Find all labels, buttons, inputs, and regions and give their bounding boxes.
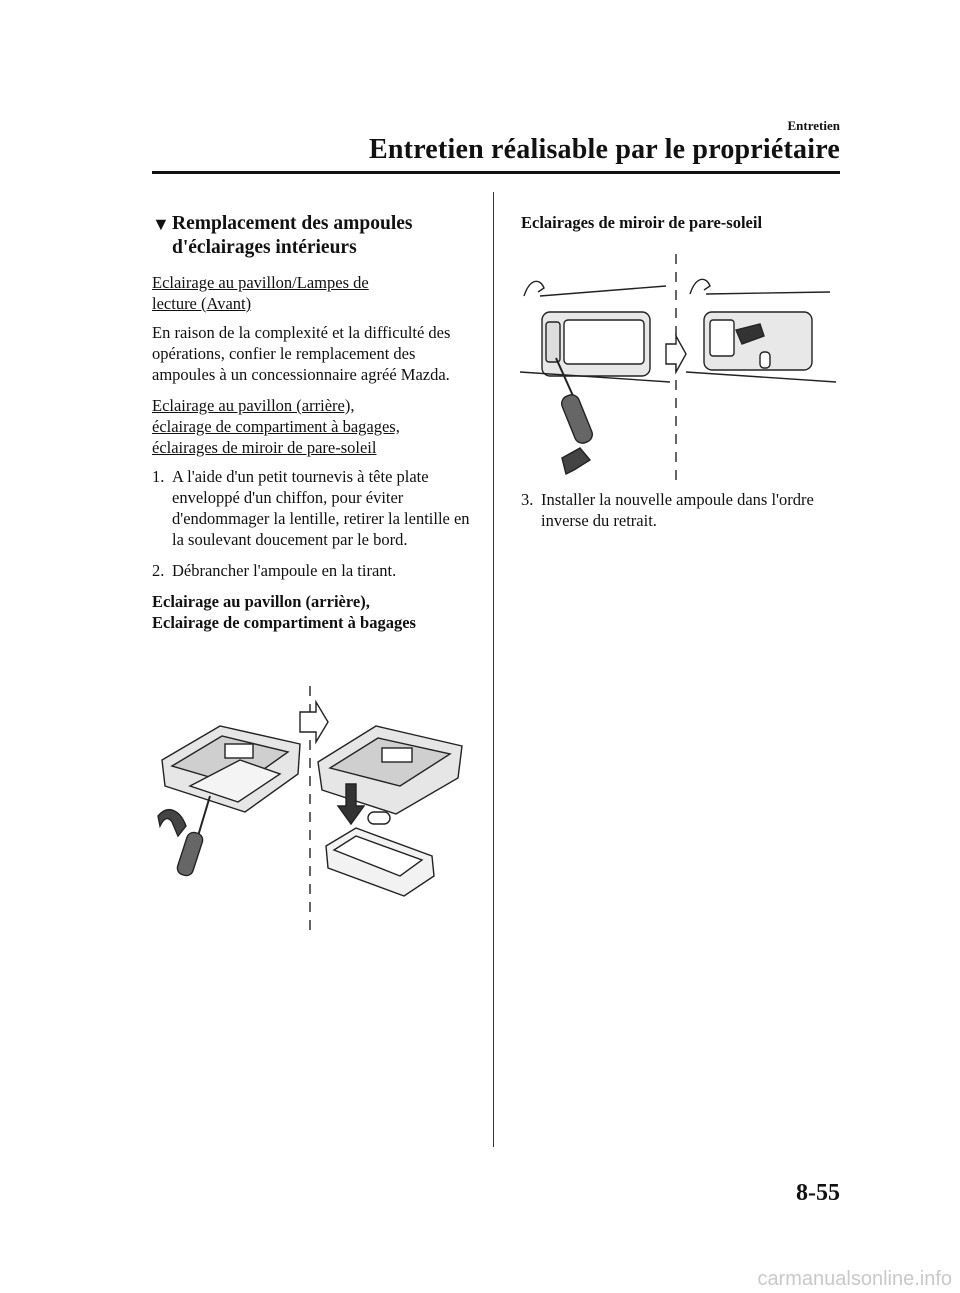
paragraph-dealer-note: En raison de la complexité et la difficulté des opérations, confier le remplacement des ampoules à un concessionnaire agréé Mazda. <box>152 323 451 384</box>
section-heading-line1: Remplacement des ampoules <box>172 213 413 234</box>
overhead-light-removal-illustration <box>150 686 480 934</box>
figure-label-overhead: Eclairage au pavillon (arrière), Eclairage de compartiment à bagages <box>152 592 416 632</box>
page-title: Entretien réalisable par le propriétaire <box>369 134 840 165</box>
column-divider <box>493 192 494 1147</box>
page-number: 8-55 <box>796 1180 840 1206</box>
triangle-bullet-icon: ▼ <box>152 214 170 234</box>
watermark-text: carmanualsonline.info <box>757 1268 952 1290</box>
sunvisor-mirror-light-removal-illustration <box>520 248 840 488</box>
figure-label-sunvisor: Eclairages de miroir de pare-soleil <box>521 213 763 232</box>
running-header-section: Entretien <box>787 118 840 133</box>
step-2: 2. Débrancher l'ampoule en la tirant. <box>152 561 397 580</box>
subheading-rear-lamps: Eclairage au pavillon (arrière), éclairage de compartiment à bagages, éclairages de miroir de pare-soleil <box>152 396 400 457</box>
section-heading-line2: d'éclairages intérieurs <box>172 237 357 258</box>
step-1: 1. A l'aide d'un petit tournevis à tête plate enveloppé d'un chiffon, pour éviter d'endommager la lentille, retirer la lentille en la soulevant doucement par le bord. <box>152 467 470 549</box>
left-column <box>152 212 470 643</box>
subheading-front-lamps: Eclairage au pavillon/Lampes de lecture (Avant) <box>152 273 369 313</box>
section-heading <box>152 212 470 260</box>
header-rule <box>152 171 840 174</box>
step-3: 3. Installer la nouvelle ampoule dans l'ordre inverse du retrait. <box>521 490 814 530</box>
